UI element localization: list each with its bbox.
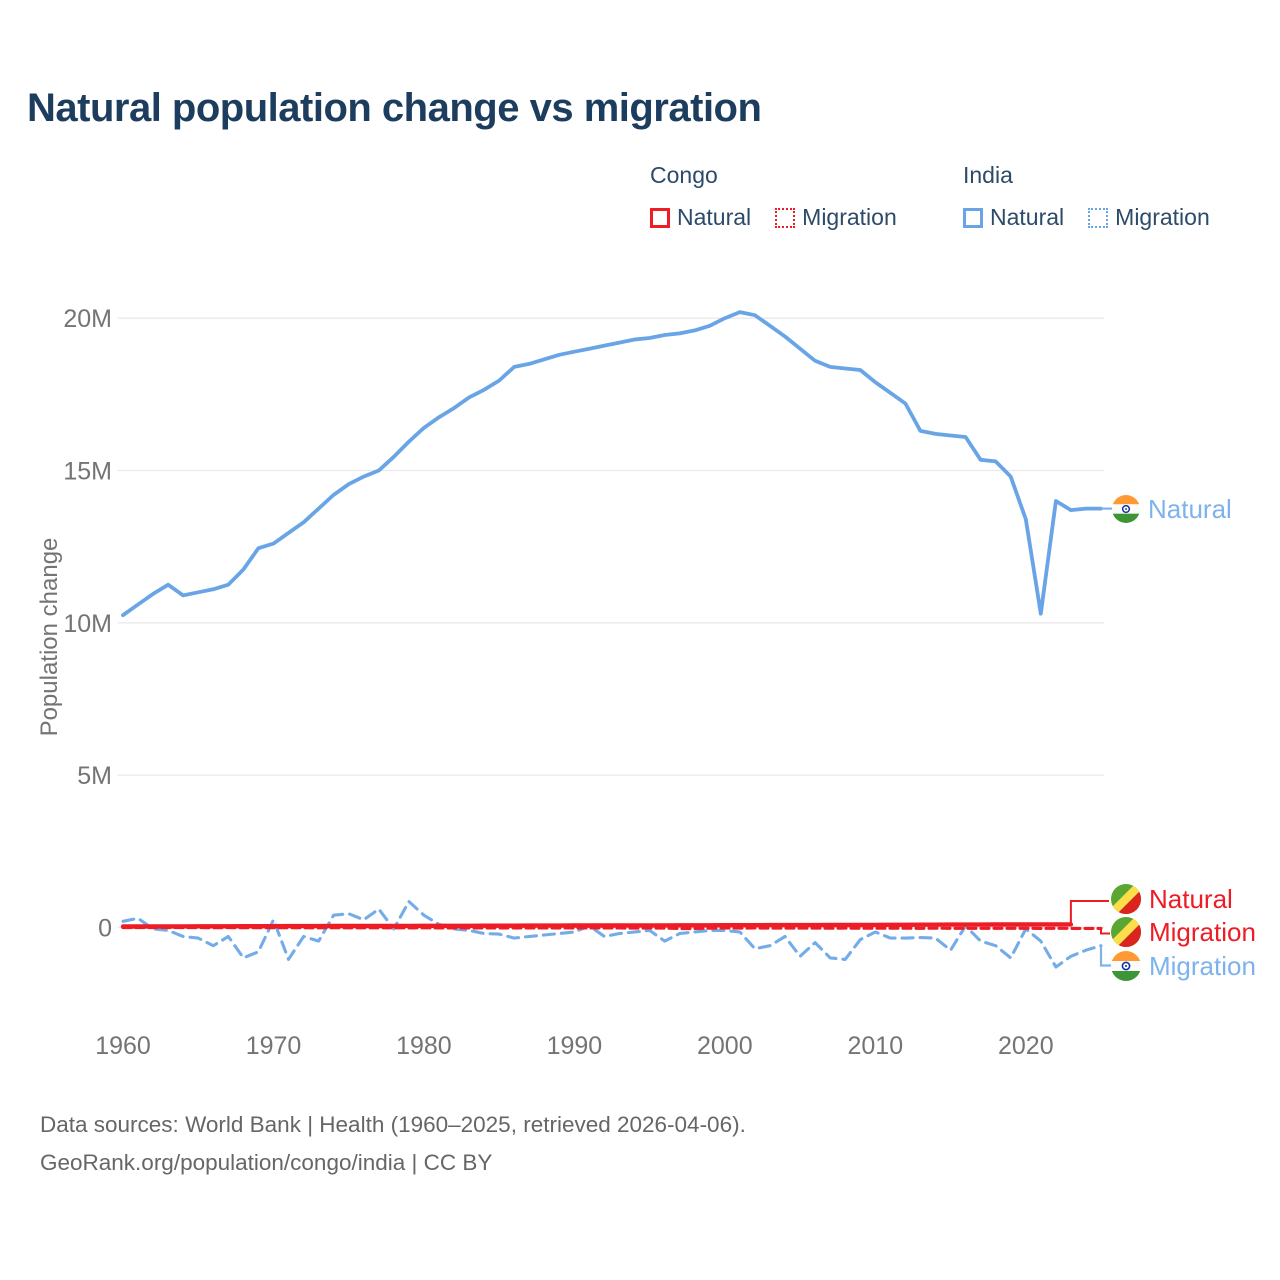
- end-label-text: Natural: [1148, 494, 1232, 524]
- india-flag-icon: [1111, 951, 1141, 981]
- attribution-line: GeoRank.org/population/congo/india | CC BY: [40, 1150, 493, 1175]
- series-end-label-congo-migration[interactable]: [1111, 917, 1256, 947]
- y-tick-label: 10M: [63, 609, 112, 638]
- series-end-label-congo-natural[interactable]: [1111, 884, 1233, 914]
- end-label-text: Migration: [1149, 951, 1256, 981]
- legend-country-congo: Congo: [650, 162, 718, 188]
- series-end-label-india-natural[interactable]: [1112, 494, 1232, 524]
- data-sources-line: Data sources: World Bank | Health (1960–2025, retrieved 2026-04-06).: [40, 1112, 746, 1137]
- y-tick-label: 15M: [63, 457, 112, 486]
- x-tick-label: 1980: [396, 1032, 452, 1060]
- india-flag-icon: [1112, 495, 1140, 523]
- congo-flag-icon: [1111, 884, 1141, 914]
- footer: [40, 1106, 746, 1182]
- legend-label: Migration: [1115, 204, 1210, 230]
- congo-flag-icon: [1111, 917, 1141, 947]
- leader-india-migration: [1101, 946, 1111, 966]
- legend-label: Natural: [677, 204, 752, 230]
- series-end-label-india-migration[interactable]: [1111, 951, 1256, 981]
- x-tick-label: 2000: [696, 1032, 753, 1060]
- x-tick-label: 1960: [95, 1032, 151, 1060]
- x-tick-label: 2020: [997, 1032, 1054, 1060]
- page-title: Natural population change vs migration: [27, 86, 762, 130]
- y-tick-label: 5M: [77, 762, 112, 791]
- y-tick-label: 0: [98, 914, 112, 943]
- legend-country-india: India: [963, 162, 1013, 188]
- x-tick-label: 2010: [847, 1032, 904, 1060]
- series-line-india-natural[interactable]: [123, 312, 1101, 615]
- series-line-congo-natural[interactable]: [123, 924, 1071, 926]
- x-tick-label: 1990: [546, 1032, 603, 1060]
- leader-congo-migration: [1101, 928, 1110, 933]
- x-tick-label: 1970: [245, 1032, 302, 1060]
- legend-label: Natural: [990, 204, 1065, 230]
- end-label-text: Natural: [1149, 884, 1233, 914]
- y-tick-label: 20M: [63, 305, 112, 334]
- y-axis-title: Population change: [36, 537, 63, 737]
- legend-label: Migration: [802, 204, 897, 230]
- end-label-text: Migration: [1149, 917, 1256, 947]
- series-line-india-migration[interactable]: [123, 902, 1101, 968]
- leader-congo-natural: [1071, 901, 1109, 924]
